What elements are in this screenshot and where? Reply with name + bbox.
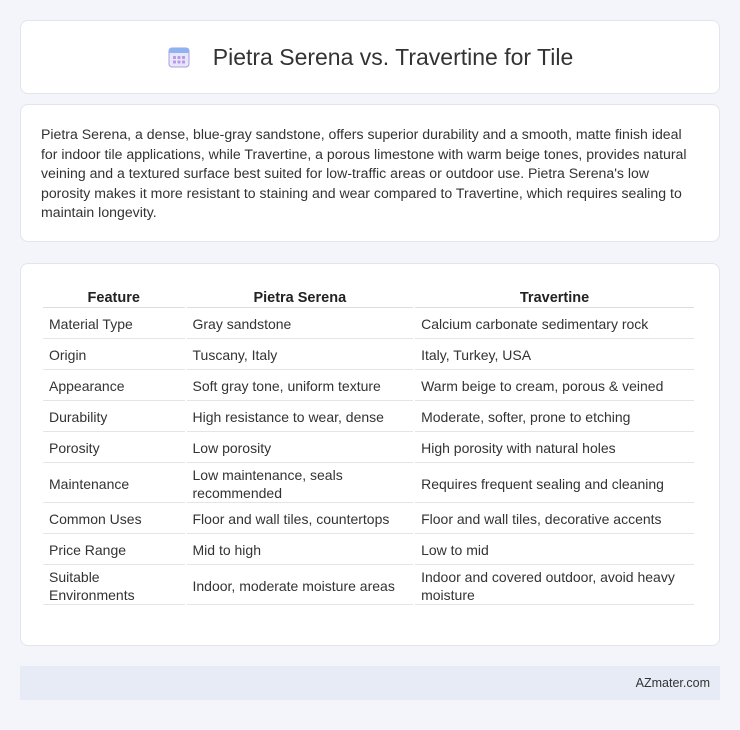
footer: [20, 666, 720, 700]
row-travertine-cell: Moderate, softer, prone to etching: [415, 403, 694, 432]
table-row: [43, 465, 694, 503]
row-feature-cell: Appearance: [43, 372, 185, 401]
table-row: [43, 567, 694, 605]
row-feature-cell: Common Uses: [43, 505, 185, 534]
row-pietra-serena-cell: Tuscany, Italy: [187, 341, 414, 370]
table-row: [43, 434, 694, 463]
row-feature-cell: Price Range: [43, 536, 185, 565]
row-feature-cell: Material Type: [43, 310, 185, 339]
row-feature-cell: Porosity: [43, 434, 185, 463]
table-row: [43, 505, 694, 534]
column-header-feature: Feature: [43, 286, 185, 308]
row-pietra-serena-cell: Indoor, moderate moisture areas: [187, 567, 414, 605]
comparison-table: [41, 284, 696, 607]
row-pietra-serena-cell: Soft gray tone, uniform texture: [187, 372, 414, 401]
calendar-icon: [167, 45, 191, 69]
table-row: [43, 341, 694, 370]
row-travertine-cell: Calcium carbonate sedimentary rock: [415, 310, 694, 339]
table-header-row: [43, 286, 694, 308]
summary-card: [20, 104, 720, 242]
row-travertine-cell: Indoor and covered outdoor, avoid heavy moisture: [415, 567, 694, 605]
row-feature-cell: Suitable Environments: [43, 567, 185, 605]
table-row: [43, 403, 694, 432]
column-header-travertine: Travertine: [415, 286, 694, 308]
row-travertine-cell: High porosity with natural holes: [415, 434, 694, 463]
footer-brand-link[interactable]: AZmater.com: [635, 676, 710, 690]
row-pietra-serena-cell: Low porosity: [187, 434, 414, 463]
row-pietra-serena-cell: Gray sandstone: [187, 310, 414, 339]
row-travertine-cell: Warm beige to cream, porous & veined: [415, 372, 694, 401]
column-header-pietra-serena: Pietra Serena: [187, 286, 414, 308]
summary-text: Pietra Serena, a dense, blue-gray sandstone, offers superior durability and a smooth, matte finish ideal for indoor tile applications, while Travertine, a porous limestone with warm beige tones, provides natural veining and a textured surface best suited for low-traffic areas or outdoor use. Pietra Serena's low porosity makes it more resistant to staining and wear compared to Travertine, which requires sealing to maintain longevity.: [41, 126, 687, 220]
row-feature-cell: Origin: [43, 341, 185, 370]
table-row: [43, 310, 694, 339]
row-pietra-serena-cell: Floor and wall tiles, countertops: [187, 505, 414, 534]
comparison-table-card: [20, 263, 720, 646]
table-row: [43, 372, 694, 401]
row-pietra-serena-cell: High resistance to wear, dense: [187, 403, 414, 432]
row-travertine-cell: Requires frequent sealing and cleaning: [415, 465, 694, 503]
row-travertine-cell: Low to mid: [415, 536, 694, 565]
row-feature-cell: Durability: [43, 403, 185, 432]
header-card: [20, 20, 720, 94]
page-title: Pietra Serena vs. Travertine for Tile: [212, 43, 574, 70]
row-pietra-serena-cell: Low maintenance, seals recommended: [187, 465, 414, 503]
table-row: [43, 536, 694, 565]
row-travertine-cell: Floor and wall tiles, decorative accents: [415, 505, 694, 534]
row-pietra-serena-cell: Mid to high: [187, 536, 414, 565]
row-travertine-cell: Italy, Turkey, USA: [415, 341, 694, 370]
row-feature-cell: Maintenance: [43, 465, 185, 503]
